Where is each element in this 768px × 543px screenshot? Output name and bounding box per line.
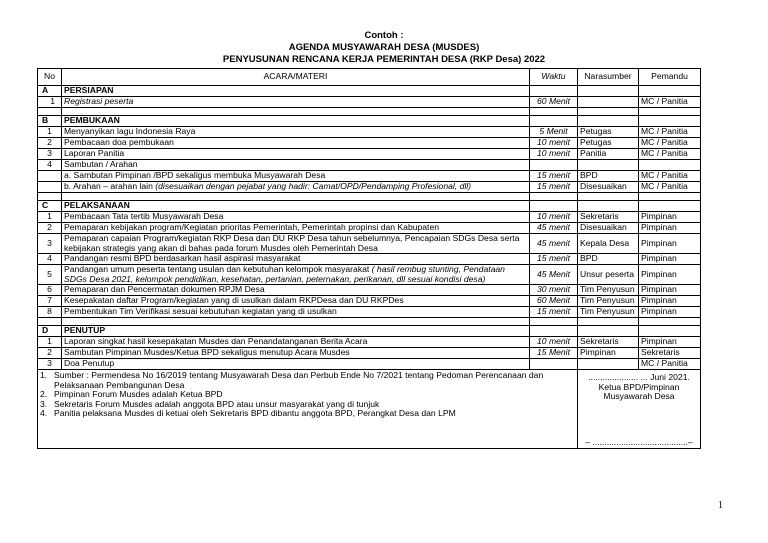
section-code: A [38,86,62,97]
item-number: 8 [38,307,62,318]
item-pemandu: Pimpinan [639,223,701,234]
note-item: 4. Panitia pelaksana Musdes di ketuai oleh Sekretaris BPD dibantu anggota BPD, Perangkat Desa dan LPM [40,408,456,418]
item-number: 1 [38,337,62,348]
item-number: 5 [38,265,62,285]
item-narasumber: Disesuaikan [578,223,639,234]
item-waktu: 10 menit [530,149,578,160]
item-number: 2 [38,348,62,359]
footer-row [38,370,701,449]
item-number: 7 [38,296,62,307]
item-acara: Pemaparan dan Pencermatan dokumen RPJM Desa [62,285,530,296]
item-acara: Registrasi peserta [62,97,530,108]
item-acara: Pembentukan Tim Verifikasi sesuai kebutuhan kegiatan yang di usulkan [62,307,530,318]
table-row [38,223,701,234]
heading-subtitle: PENYUSUNAN RENCANA KERJA PEMERINTAH DESA (RKP Desa) 2022 [222,54,546,65]
item-acara: Doa Penutup [62,359,530,370]
table-row [38,149,701,160]
section-row [38,326,701,337]
item-number: 4 [38,160,62,171]
item-waktu: 5 Menit [530,127,578,138]
page-number: 1 [718,500,723,511]
item-number: 3 [38,359,62,370]
section-code: B [38,116,62,127]
item-pemandu: MC / Panitia [639,97,701,108]
item-waktu: 15 menit [530,254,578,265]
table-row [38,307,701,318]
item-acara: Pandangan umum peserta tentang usulan dan kebutuhan kelompok masyarakat ( hasil rembug stunting, Pendataan SDGs Desa 2021, kelompok pendidikan, kesehatan, pertanian, peternakan, perikanan, dll sesuai kondisi desa) [62,265,530,285]
note-item: 1. Sumber : Permendesa No 16/2019 tentang Musyawarah Desa dan Perbub Ende No 7/2021 tentang Pedoman Perencanaan dan Pelaksanaan Pembangunan Desa [40,370,544,390]
item-pemandu: MC / Panitia [639,138,701,149]
item-pemandu: Pimpinan [639,307,701,318]
section-code: D [38,326,62,337]
item-pemandu: MC / Panitia [639,149,701,160]
table-row [38,97,701,108]
table-row [38,337,701,348]
item-waktu: 45 Menit [530,265,578,285]
item-pemandu: Pimpinan [639,285,701,296]
item-number: 2 [38,138,62,149]
table-row [38,160,701,171]
item-waktu: 10 menit [530,212,578,223]
table-row [38,296,701,307]
col-header-waktu: Waktu [530,69,578,86]
item-number: 3 [38,234,62,254]
notes-list [38,370,578,449]
item-pemandu: MC / Panitia [639,171,701,182]
section-row [38,86,701,97]
table-row [38,138,701,149]
item-narasumber: Tim Penyusun [578,285,639,296]
item-waktu: 45 menit [530,223,578,234]
item-number: 2 [38,223,62,234]
item-pemandu: MC / Panitia [639,182,701,193]
item-pemandu: Pimpinan [639,296,701,307]
section-title: PELAKSANAAN [62,201,530,212]
item-waktu: 45 menit [530,234,578,254]
section-title: PENUTUP [62,326,530,337]
item-waktu: 15 menit [530,171,578,182]
item-acara: Laporan Panitia [62,149,530,160]
col-header-pemandu: Pemandu [639,69,701,86]
item-narasumber: Sekretaris [578,337,639,348]
item-waktu: 15 Menit [530,348,578,359]
item-pemandu: Sekretaris [639,348,701,359]
item-pemandu: MC / Panitia [639,359,701,370]
heading-title: AGENDA MUSYAWARAH DESA (MUSDES) [288,42,480,53]
section-title: PERSIAPAN [62,86,530,97]
item-number: 1 [38,127,62,138]
item-acara: Laporan singkat hasil kesepakatan Musdes dan Penandatanganan Berita Acara [62,337,530,348]
item-number: 1 [38,97,62,108]
item-waktu: 10 menit [530,337,578,348]
section-row [38,201,701,212]
item-waktu: 60 Menit [530,97,578,108]
agenda-table [37,68,701,449]
section-code: C [38,201,62,212]
item-narasumber: Pimpinan [578,348,639,359]
item-number: 6 [38,285,62,296]
item-number: 3 [38,149,62,160]
table-row [38,234,701,254]
item-pemandu: Pimpinan [639,337,701,348]
section-title: PEMBUKAAN [62,116,530,127]
item-waktu: 15 menit [530,307,578,318]
table-row [38,182,701,193]
table-row [38,265,701,285]
col-header-no: No [38,69,62,86]
item-narasumber: BPD [578,254,639,265]
item-narasumber: Tim Penyusun [578,307,639,318]
item-pemandu: Pimpinan [639,254,701,265]
item-narasumber: Unsur peserta [578,265,639,285]
item-pemandu: Pimpinan [639,234,701,254]
item-acara: Pandangan resmi BPD berdasarkan hasil aspirasi masyarakat [62,254,530,265]
item-number: 4 [38,254,62,265]
item-narasumber: Petugas [578,127,639,138]
item-acara: Pemaparan capaian Program/kegiatan RKP Desa dan DU RKP Desa tahun sebelumnya, Pencapaian SDGs Desa serta kebijakan strategis yang akan di bahas pada forum Musdes oleh Pemerintah Desa [62,234,530,254]
item-narasumber: Sekretaris [578,212,639,223]
col-header-acara: ACARA/MATERI [62,69,530,86]
item-narasumber: Disesuaikan [578,182,639,193]
item-narasumber: BPD [578,171,639,182]
item-narasumber: Panitia [578,149,639,160]
item-pemandu: Pimpinan [639,212,701,223]
item-acara: Sambutan Pimpinan Musdes/Ketua BPD sekaligus menutup Acara Musdes [62,348,530,359]
note-item: 3. Sekretaris Forum Musdes adalah anggota BPD atau unsur masyarakat yang di tunjuk [40,398,380,409]
item-acara: a. Sambutan Pimpinan /BPD sekaligus membuka Musyawarah Desa [62,171,530,182]
col-header-narasumber: Narasumber [578,69,639,86]
note-item: 2. Pimpinan Forum Musdes adalah Ketua BPD [40,389,223,399]
table-row [38,254,701,265]
item-narasumber: Kepala Desa [578,234,639,254]
item-narasumber: Tim Penyusun [578,296,639,307]
item-narasumber: Petugas [578,138,639,149]
table-row [38,212,701,223]
table-row [38,171,701,182]
item-waktu: 30 menit [530,285,578,296]
item-number: 1 [38,212,62,223]
item-pemandu: MC / Panitia [639,127,701,138]
item-acara: Kesepakatan daftar Program/kegiatan yang di usulkan dalam RKPDesa dan DU RKPDes [62,296,530,307]
item-waktu: 10 menit [530,138,578,149]
signature-name-line: – ........................................– [585,436,693,447]
item-waktu: 15 menit [530,182,578,193]
table-row [38,359,701,370]
item-acara: Sambutan / Arahan [62,160,530,171]
item-acara: Menyanyikan lagu Indonesia Raya [62,127,530,138]
signature-date: ..................... ... Juni 2021. [588,372,690,382]
item-waktu: 60 Menit [530,296,578,307]
section-row [38,116,701,127]
item-narasumber [578,97,639,108]
heading-example: Contoh : [364,30,404,41]
table-row [38,127,701,138]
item-acara: Pembacaan doa pembukaan [62,138,530,149]
table-row [38,348,701,359]
item-acara: Pembacaan Tata tertib Musyawarah Desa [62,212,530,223]
item-pemandu: Pimpinan [639,265,701,285]
signature-title: Ketua BPD/Pimpinan Musyawarah Desa [598,381,680,401]
item-acara: Pemaparan kebijakan program/Kegiatan prioritas Pemerintah, Pemerintah propinsi dan Kabupaten [62,223,530,234]
item-acara: b. Arahan – arahan lain (disesuaikan dengan pejabat yang hadir: Camat/OPD/Pendamping Profesional, dll) [62,182,530,193]
table-header-row [38,69,701,86]
signature-block [578,370,701,449]
table-row [38,285,701,296]
